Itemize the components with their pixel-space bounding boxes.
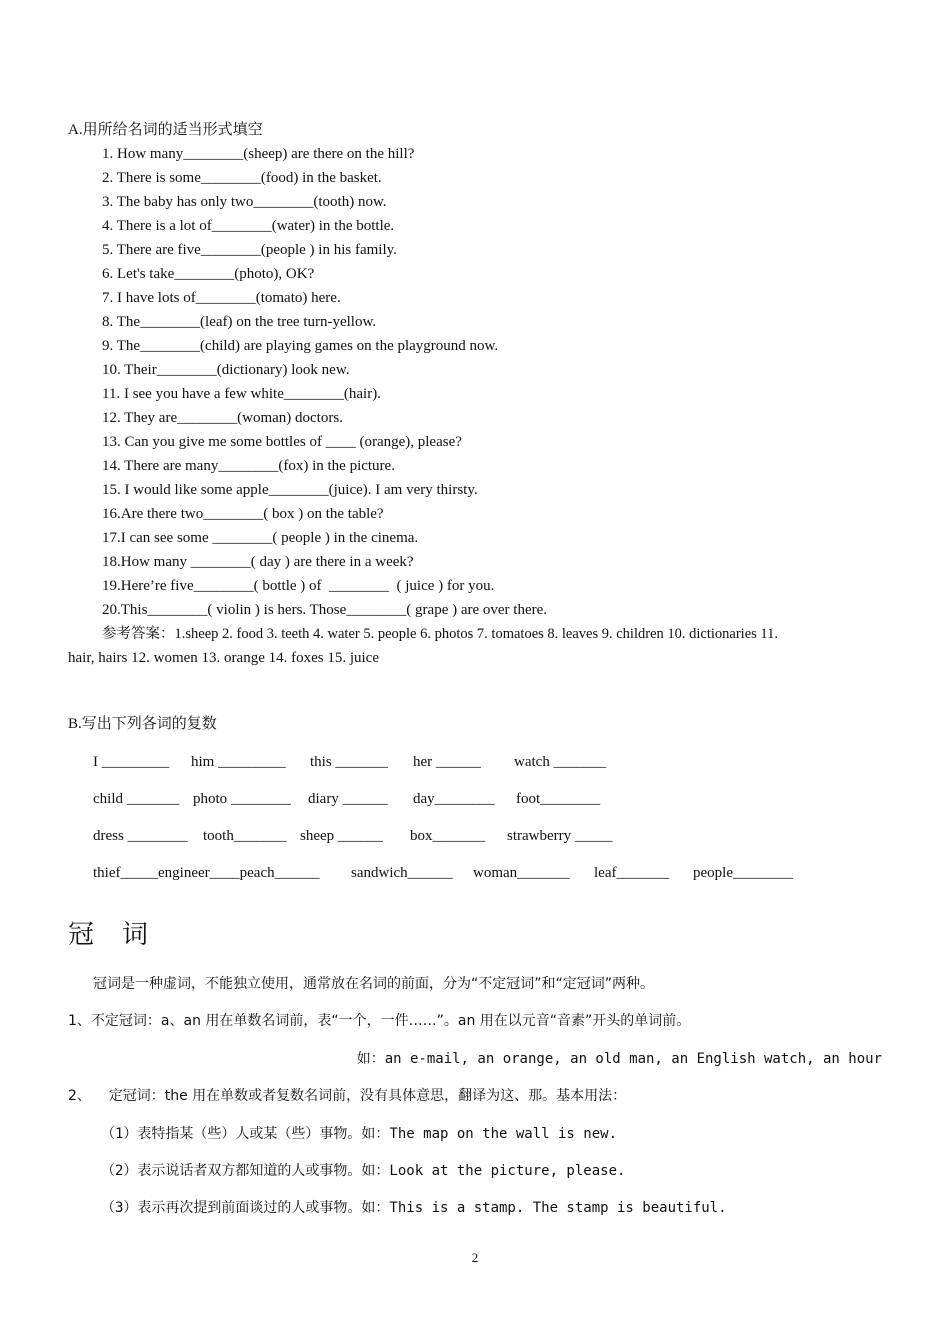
plural-word: photo ________	[193, 791, 291, 807]
exercise-item: 6. Let's take________(photo), OK?	[102, 266, 315, 282]
section-b-title: B.写出下列各词的复数	[68, 716, 217, 732]
exercise-item: 17.I can see some ________( people ) in the cinema.	[102, 530, 419, 546]
exercise-item: 10. Their________(dictionary) look new.	[102, 362, 350, 378]
definite-article-rule: 2、 定冠词：the 用在单数或者复数名词前，没有具体意思，翻译为这、那。基本用法：	[68, 1088, 627, 1104]
plural-word: sheep ______	[300, 828, 383, 844]
exercise-item: 15. I would like some apple________(juice). I am very thirsty.	[102, 482, 478, 498]
section-a-title: A.用所给名词的适当形式填空	[68, 122, 263, 138]
exercise-item: 2. There is some________(food) in the basket.	[102, 170, 382, 186]
exercise-item: 1. How many________(sheep) are there on the hill?	[102, 146, 415, 162]
usage-item: （3）表示再次提到前面谈过的人或事物。如：This is a stamp. The stamp is beautiful.	[101, 1200, 727, 1216]
exercise-item: 19.Here’re five________( bottle ) of ________ ( juice ) for you.	[102, 578, 495, 594]
plural-word: box_______	[410, 828, 485, 844]
exercise-item: 16.Are there two________( box ) on the table?	[102, 506, 384, 522]
plural-word: day________	[413, 791, 495, 807]
exercise-item: 8. The________(leaf) on the tree turn-yellow.	[102, 314, 377, 330]
plural-word: I _________	[93, 754, 170, 770]
plural-word: sandwich______	[351, 865, 453, 881]
exercise-item: 14. There are many________(fox) in the picture.	[102, 458, 395, 474]
answer-key-cont: hair, hairs 12. women 13. orange 14. foxes 15. juice	[68, 650, 379, 666]
plural-word: watch _______	[514, 754, 607, 770]
exercise-item: 4. There is a lot of________(water) in the bottle.	[102, 218, 395, 234]
answer-key: 参考答案：1.sheep 2. food 3. teeth 4. water 5. people 6. photos 7. tomatoes 8. leaves 9. children 10. dictionaries 11.	[102, 626, 778, 642]
exercise-item: 11. I see you have a few white________(hair).	[102, 386, 381, 402]
articles-heading: 冠词	[68, 920, 177, 950]
usage-item: （1）表特指某（些）人或某（些）事物。如：The map on the wall is new.	[101, 1126, 618, 1142]
exercise-item: 3. The baby has only two________(tooth) now.	[102, 194, 387, 210]
exercise-item: 9. The________(child) are playing games on the playground now.	[102, 338, 499, 354]
usage-item: （2）表示说话者双方都知道的人或事物。如：Look at the picture, please.	[101, 1163, 626, 1179]
plural-word: thief_____engineer____peach______	[93, 865, 320, 881]
plural-word: child _______	[93, 791, 180, 807]
plural-word: woman_______	[473, 865, 570, 881]
page-number: 2	[471, 1250, 479, 1265]
exercise-item: 7. I have lots of________(tomato) here.	[102, 290, 341, 306]
exercise-item: 5. There are five________(people ) in his family.	[102, 242, 397, 258]
plural-word: leaf_______	[594, 865, 669, 881]
articles-intro: 冠词是一种虚词，不能独立使用，通常放在名词的前面，分为“不定冠词”和“定冠词”两种。	[93, 976, 655, 992]
plural-word: him _________	[191, 754, 286, 770]
plural-word: people________	[693, 865, 793, 881]
exercise-item: 13. Can you give me some bottles of ____ (orange), please?	[102, 434, 462, 450]
exercise-item: 12. They are________(woman) doctors.	[102, 410, 343, 426]
plural-word: foot________	[516, 791, 601, 807]
plural-word: her ______	[413, 754, 481, 770]
plural-word: dress ________	[93, 828, 188, 844]
plural-word: tooth_______	[203, 828, 287, 844]
plural-word: strawberry _____	[507, 828, 613, 844]
exercise-item: 20.This________( violin ) is hers. Those________( grape ) are over there.	[102, 602, 548, 618]
plural-word: this _______	[310, 754, 388, 770]
indefinite-article-example: 如：an e-mail, an orange, an old man, an English watch, an hour	[356, 1051, 882, 1067]
exercise-item: 18.How many ________( day ) are there in a week?	[102, 554, 414, 570]
plural-word: diary ______	[308, 791, 388, 807]
indefinite-article-rule: 1、不定冠词：a、an 用在单数名词前，表“一个，一件……”。an 用在以元音“音素”开头的单词前。	[68, 1013, 691, 1029]
